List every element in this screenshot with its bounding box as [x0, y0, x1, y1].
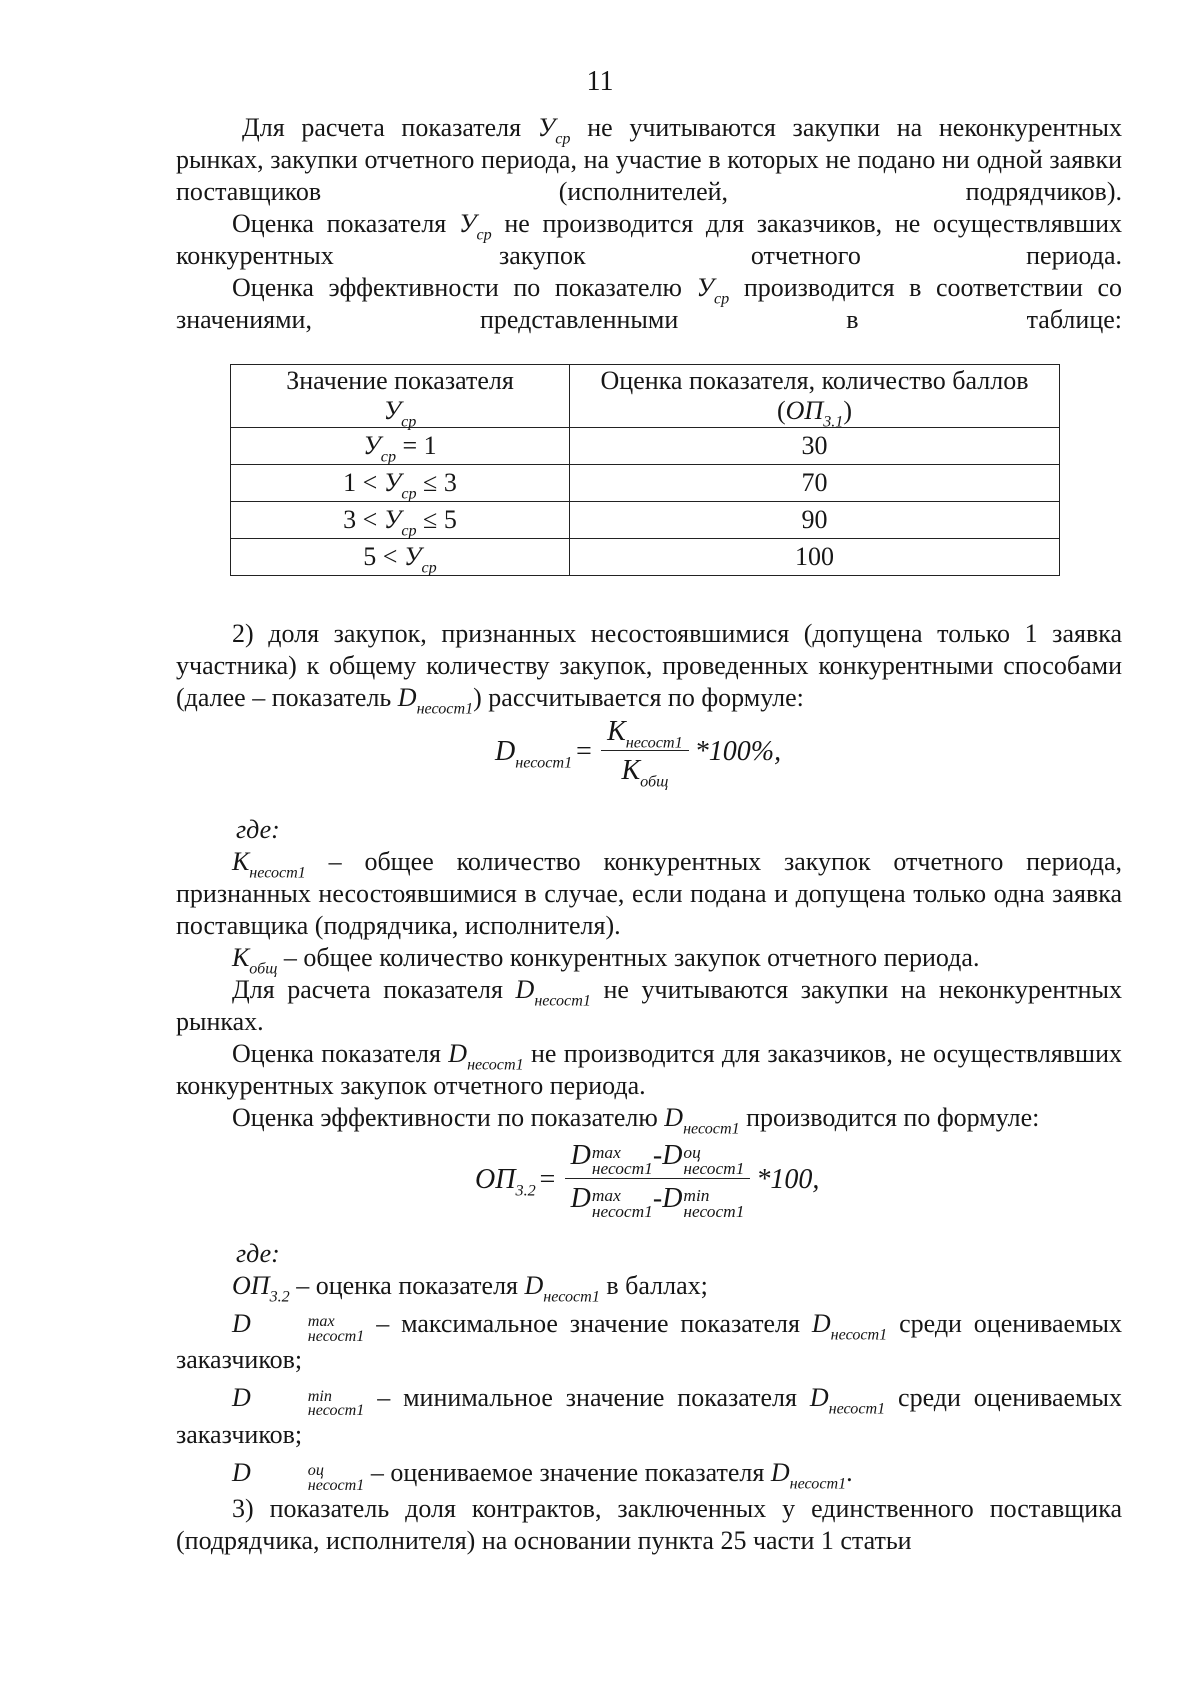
intro-paragraph-3: Оценка эффективности по показателю $У_{ср}$ производится в соответствии со значениями, представленными в таблице:: [176, 273, 1122, 334]
def-k-nesost: $К_{несост1}$ – общее количество конкурентных закупок отчетного периода, признанных несостоявшимися в случае, если подана и допущена только одна заявка поставщика (подрядчика, исполнителя).: [176, 847, 1122, 940]
score-table: [230, 364, 1060, 576]
eff-note: Оценка эффективности по показателю $D_{несост1}$ производится по формуле:: [232, 1103, 1040, 1138]
where-block-2: [176, 1238, 1122, 1557]
table-cell-score: 100: [570, 539, 1060, 576]
table-cell-score: 70: [570, 465, 1060, 502]
formula-fraction: D max несост1 -D оц несост1 D max несост1 -D min несост1: [565, 1140, 751, 1219]
table-cell-condition: $У_{ср} = 1$: [231, 428, 570, 465]
symbol-u-avg: $У_{ср}$: [537, 113, 571, 148]
intro-section: [176, 112, 1122, 336]
table-row: [231, 502, 1060, 539]
table-cell-condition: $3 < У_{ср} \le 5$: [231, 502, 570, 539]
def-op: $ОП_{3.2}$ – оценка показателя $D_{несост1}$ в баллах;: [232, 1271, 708, 1306]
table-header-score: Оценка показателя, количество баллов $(ОП_{3.1})$: [570, 365, 1060, 428]
section-2-paragraph: 2) доля закупок, признанных несостоявшимися (допущена только 1 заявка участника) к общему количеству закупок, проведенных конкурентными способами (далее – показатель $D_{несост1}$) рассчитывается по формуле:: [176, 619, 1122, 718]
formula-multiplier: *100,: [756, 1163, 820, 1195]
page-number: 11: [586, 66, 614, 97]
table-header-indicator: Значение показателя $У_{ср}$: [231, 365, 570, 428]
section-2: [176, 618, 1122, 718]
table-row: [231, 428, 1060, 465]
def-oc: D оц несост1 – оцениваемое значение показателя $D_{несост1}$.: [232, 1457, 853, 1494]
calc-note: Для расчета показателя $D_{несост1}$ не учитываются закупки на неконкурентных рынках.: [176, 975, 1123, 1036]
intro-paragraph-2: Оценка показателя $У_{ср}$ не производится для заказчиков, не осуществлявших конкурентных закупок отчетного периода.: [176, 209, 1123, 270]
symbol-u-avg: $У_{ср}$: [458, 209, 492, 244]
where-label: где:: [236, 1239, 280, 1268]
formula-op-3-2: $ОП_{3.2}$ = D max несост1 -D оц несост1 D max несост1 -D min несост1 *100,: [475, 1140, 820, 1221]
def-k-obsh: $К_{общ}$ – общее количество конкурентных закупок отчетного периода.: [232, 943, 980, 978]
formula-lhs: $D_{несост1}$: [495, 735, 573, 771]
formula-d-nesost: $D_{несост1}$ = $\frac{К_{несост1}}{К_{общ}}$ *100%,: [495, 716, 782, 791]
symbol-u-avg: $У_{ср}$: [696, 273, 730, 308]
table-cell-score: 90: [570, 502, 1060, 539]
def-max: D max несост1 – максимальное значение показателя $D_{несост1}$ среди оцениваемых заказчиков;: [176, 1309, 1123, 1375]
where-block-1: [176, 814, 1123, 1138]
formula-multiplier: *100%,: [694, 735, 782, 767]
table-cell-score: 30: [570, 428, 1060, 465]
symbol-d-nesost: $D_{несост1}$: [397, 683, 474, 718]
intro-paragraph-1: Для расчета показателя $У_{ср}$ не учитываются закупки на неконкурентных рынках, закупки отчетного периода, на участие в которых не подано ни одной заявки поставщиков (исполнителей, подрядчиков).: [176, 113, 1123, 206]
table-header-row: [231, 365, 1060, 428]
table-row: [231, 465, 1060, 502]
table-row: [231, 539, 1060, 576]
formula-lhs: $ОП_{3.2}$: [475, 1163, 536, 1199]
table-cell-condition: $5 < У_{ср}$: [231, 539, 570, 576]
formula-fraction: $\frac{К_{несост1}}{К_{общ}}$: [601, 716, 689, 787]
def-min: D min несост1 – минимальное значение показателя $D_{несост1}$ среди оцениваемых заказчиков;: [176, 1383, 1122, 1449]
section-3-paragraph: 3) показатель доля контрактов, заключенных у единственного поставщика (подрядчика, исполнителя) на основании пункта 25 части 1 статьи: [176, 1494, 1122, 1556]
table-cell-condition: $1 < У_{ср} \le 3$: [231, 465, 570, 502]
noeval-note: Оценка показателя $D_{несост1}$ не производится для заказчиков, не осуществлявших конкурентных закупок отчетного периода.: [176, 1039, 1122, 1100]
where-label: где:: [236, 815, 280, 844]
